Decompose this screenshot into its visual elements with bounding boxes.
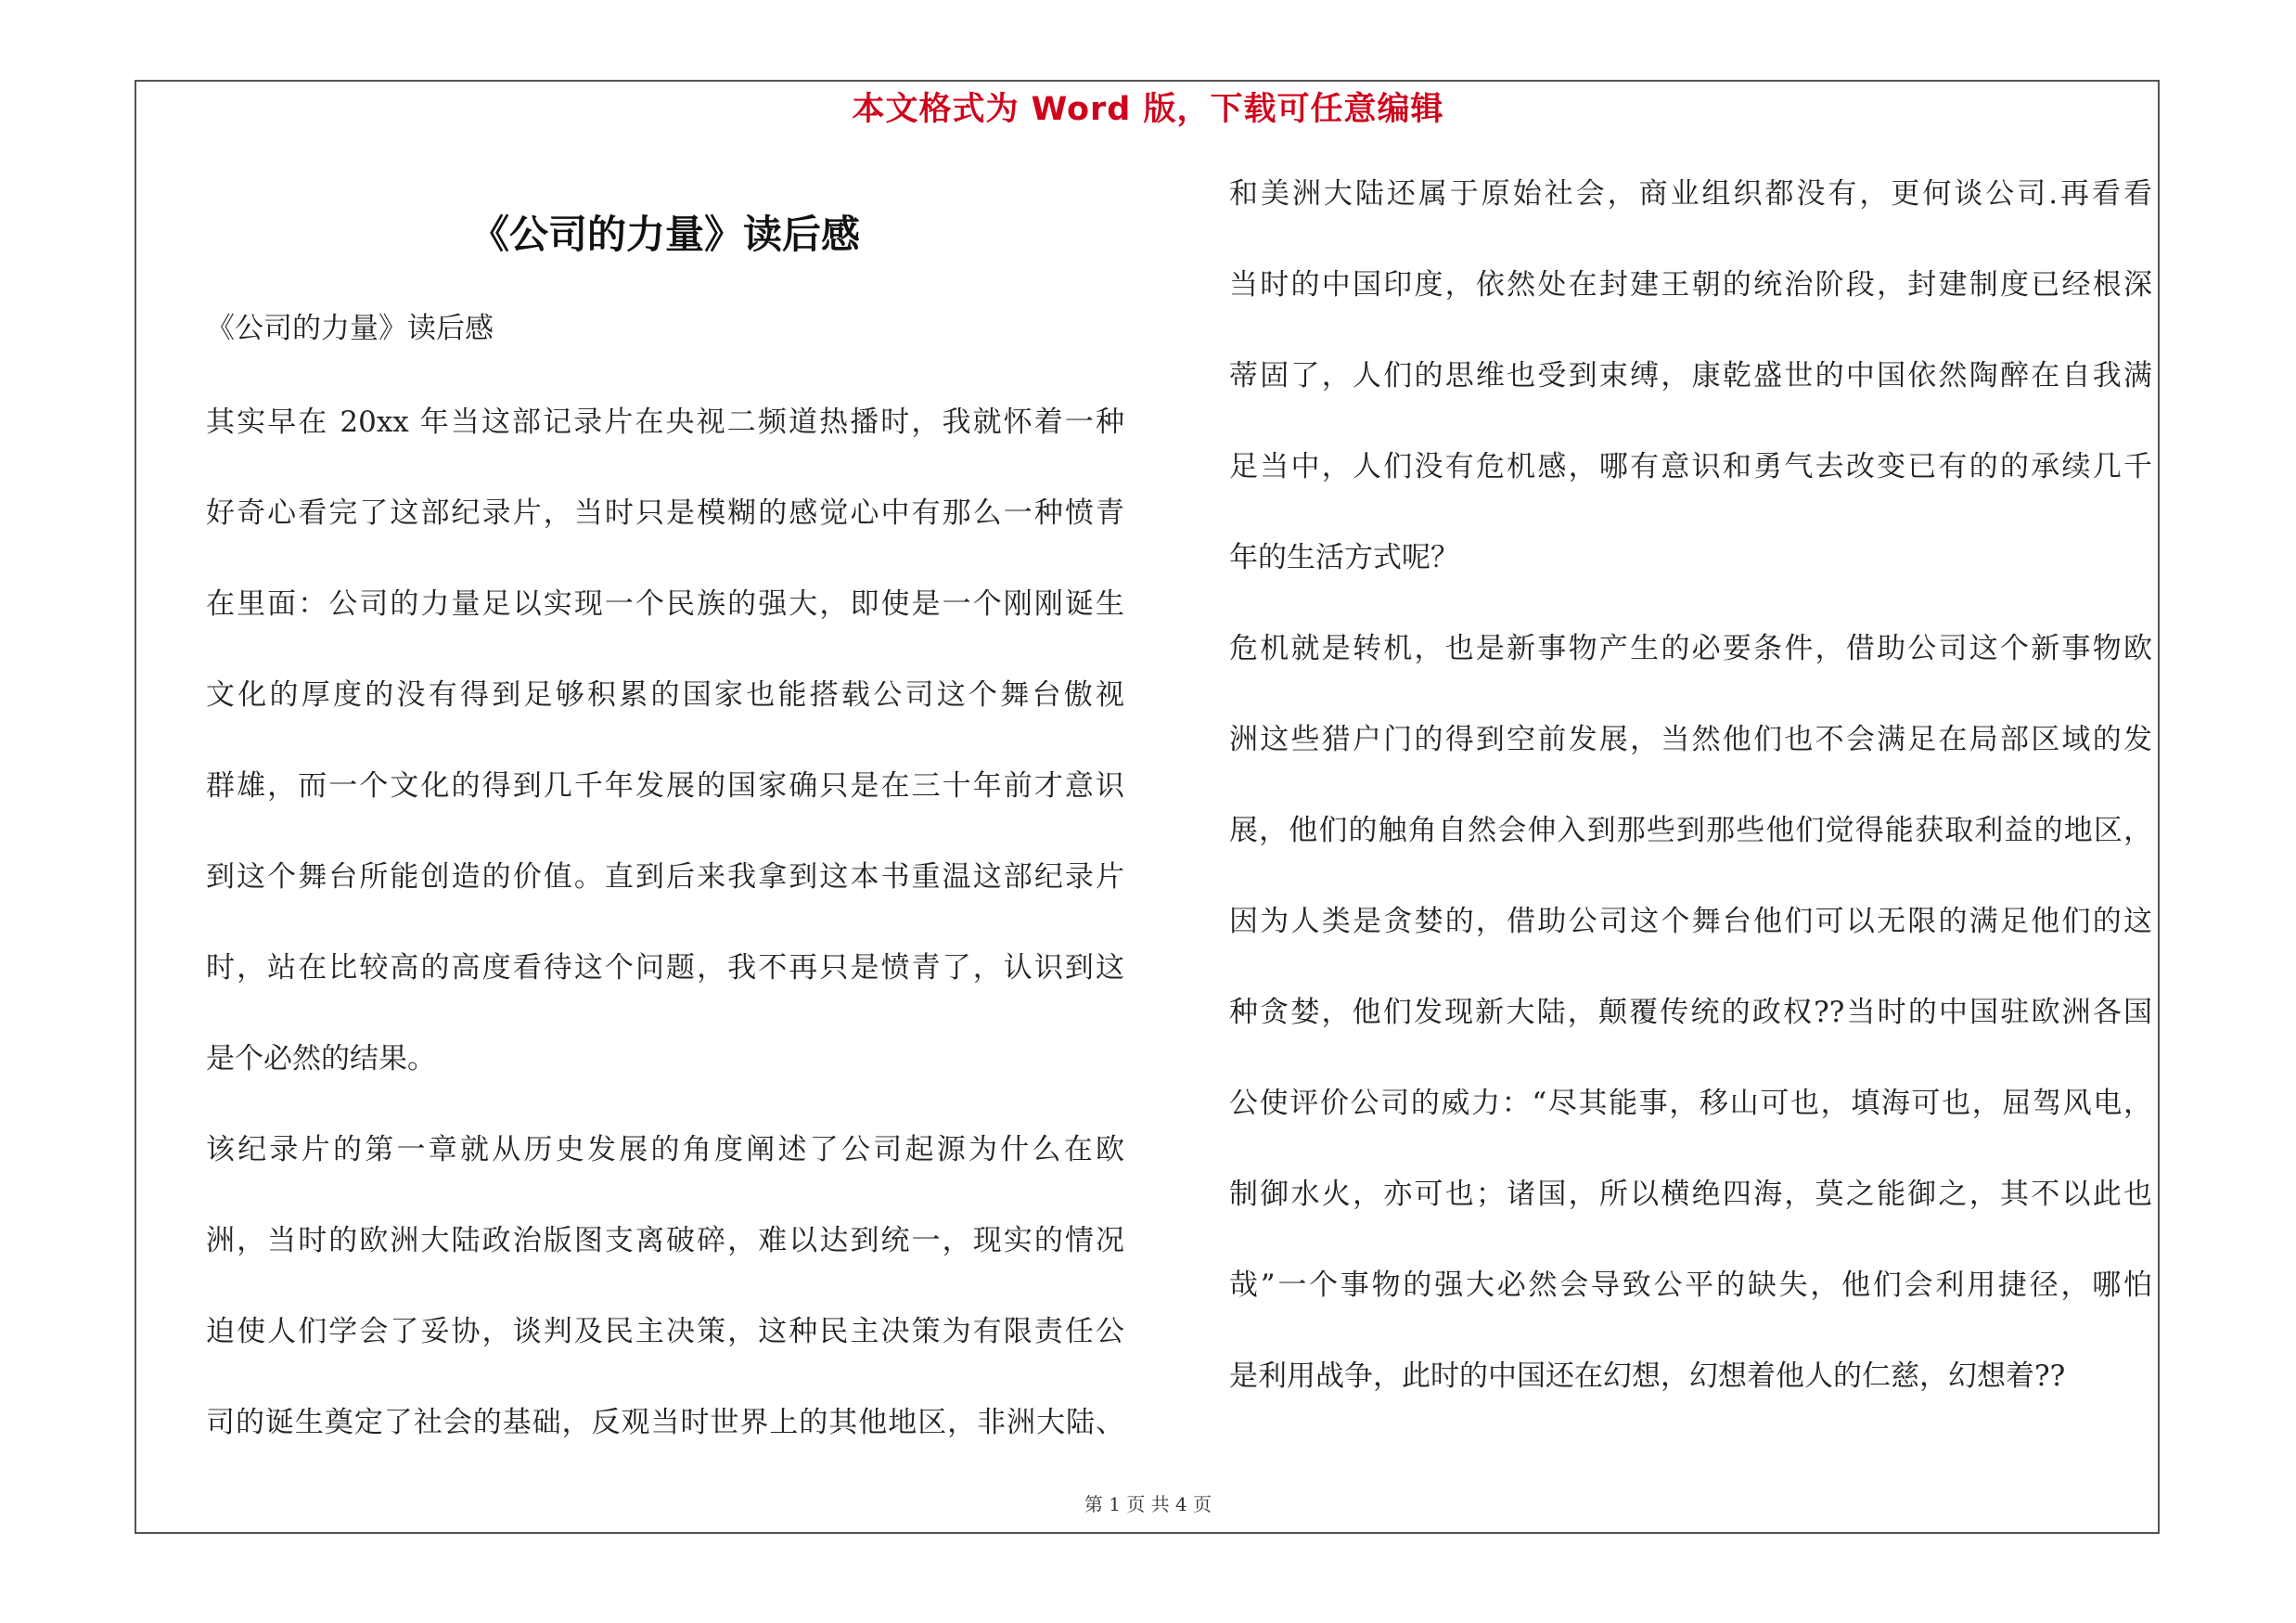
paragraph-line: 时，站在比较高的高度看待这个问题，我不再只是愤青了，认识到这 — [206, 951, 1124, 985]
paragraph-line: 展，他们的触角自然会伸入到那些到那些他们觉得能获取利益的地区， — [1229, 814, 2152, 847]
paragraph-line: 是利用战争，此时的中国还在幻想，幻想着他人的仁慈，幻想着?? — [1229, 1359, 2066, 1393]
paragraph-line: 因为人类是贪婪的，借助公司这个舞台他们可以无限的满足他们的这 — [1229, 905, 2152, 938]
paragraph-line: 洲这些猎户门的得到空前发展，当然他们也不会满足在局部区域的发 — [1229, 723, 2152, 756]
page-footer: 第 1 页 共 4 页 — [1084, 1493, 1212, 1515]
paragraph-line: 到这个舞台所能创造的价值。直到后来我拿到这本书重温这部纪录片 — [206, 860, 1124, 894]
paragraph-line: 足当中，人们没有危机感，哪有意识和勇气去改变已有的的承续几千 — [1229, 450, 2152, 483]
paragraph-line: 制御水火，亦可也；诸国，所以横绝四海，莫之能御之，其不以此也 — [1229, 1178, 2152, 1211]
paragraph-line: 该纪录片的第一章就从历史发展的角度阐述了公司起源为什么在欧 — [206, 1133, 1124, 1166]
paragraph-line: 群雄，而一个文化的得到几千年发展的国家确只是在三十年前才意识 — [206, 769, 1124, 803]
paragraph-line: 年的生活方式呢？ — [1229, 541, 1459, 574]
document-title: 《公司的力量》读后感 — [469, 212, 860, 257]
paragraph-line: 当时的中国印度，依然处在封建王朝的统治阶段，封建制度已经根深 — [1229, 268, 2152, 302]
paragraph-line: 哉”一个事物的强大必然会导致公平的缺失，他们会利用捷径，哪怕 — [1229, 1269, 2152, 1302]
paragraph-line: 在里面：公司的力量足以实现一个民族的强大，即使是一个刚刚诞生 — [206, 587, 1124, 621]
paragraph-line: 公使评价公司的威力：“尽其能事，移山可也，填海可也，屈驾风电， — [1229, 1087, 2152, 1120]
paragraph-line: 和美洲大陆还属于原始社会，商业组织都没有，更何谈公司.再看看 — [1229, 177, 2152, 211]
word-format-banner: 本文格式为 Word 版，下载可任意编辑 — [852, 91, 1444, 128]
paragraph-line: 种贪婪，他们发现新大陆，颠覆传统的政权??当时的中国驻欧洲各国 — [1229, 996, 2152, 1029]
paragraph-line: 迫使人们学会了妥协，谈判及民主决策，这种民主决策为有限责任公 — [206, 1315, 1124, 1348]
paragraph-line: 其实早在 20xx 年当这部记录片在央视二频道热播时，我就怀着一种 — [206, 406, 1124, 439]
paragraph-line: 好奇心看完了这部纪录片，当时只是模糊的感觉心中有那么一种愤青 — [206, 496, 1124, 530]
paragraph-line: 《公司的力量》读后感 — [206, 312, 494, 345]
paragraph-line: 洲，当时的欧洲大陆政治版图支离破碎，难以达到统一，现实的情况 — [206, 1224, 1124, 1257]
paragraph-line: 司的诞生奠定了社会的基础，反观当时世界上的其他地区，非洲大陆、 — [206, 1406, 1124, 1439]
paragraph-line: 危机就是转机，也是新事物产生的必要条件，借助公司这个新事物欧 — [1229, 632, 2152, 665]
paragraph-line: 是个必然的结果。 — [206, 1042, 436, 1076]
paragraph-line: 文化的厚度的没有得到足够积累的国家也能搭载公司这个舞台傲视 — [206, 678, 1124, 712]
paragraph-line: 蒂固了，人们的思维也受到束缚，康乾盛世的中国依然陶醉在自我满 — [1229, 359, 2152, 393]
